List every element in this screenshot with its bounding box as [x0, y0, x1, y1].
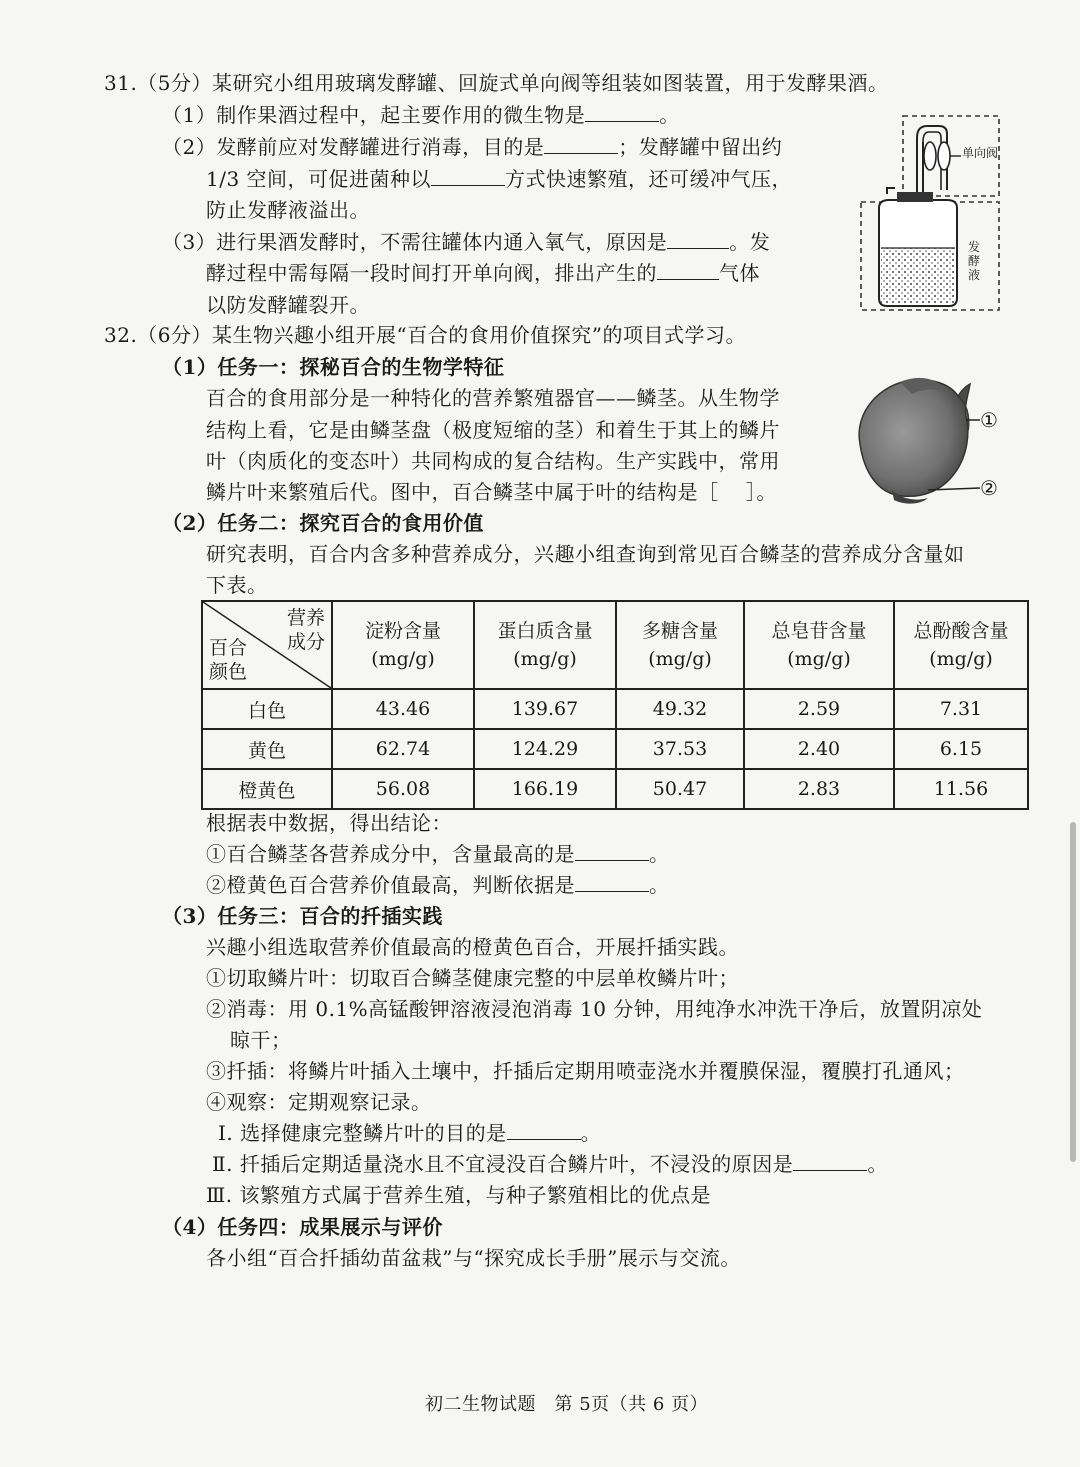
column-unit: (mg/g)	[513, 648, 577, 670]
q31-part2-line1	[162, 132, 782, 162]
conclusion-1	[206, 839, 670, 869]
column-unit: (mg/g)	[787, 648, 851, 670]
table-cell: 139.67	[474, 689, 616, 729]
corner-bottom-1: 百合	[209, 637, 248, 659]
q31-part1	[162, 100, 680, 130]
table-cell: 2.59	[744, 689, 894, 729]
step-1: ①切取鳞片叶：切取百合鳞茎健康完整的中层单枚鳞片叶；	[206, 966, 739, 990]
task2-line1: 研究表明，百合内含多种营养成分，兴趣小组查询到常见百合鳞茎的营养成分含量如	[206, 542, 965, 566]
step-4: ④观察：定期观察记录。	[206, 1090, 432, 1114]
period: 。	[649, 873, 670, 897]
row-label: 黄色	[202, 729, 332, 769]
sub-question-1-text: Ⅰ. 选择健康完整鳞片叶的目的是	[218, 1121, 507, 1145]
conclusion-2	[206, 870, 670, 900]
conclusion-2-text: ②橙黄色百合营养价值最高，判断依据是	[206, 873, 575, 897]
column-unit: (mg/g)	[648, 648, 712, 670]
table-cell: 50.47	[616, 769, 744, 809]
answer-blank	[544, 133, 618, 154]
column-header	[894, 601, 1028, 689]
period: 。	[580, 1121, 602, 1145]
table-corner-cell	[202, 601, 332, 689]
q31-part1-text: （1）制作果酒过程中，起主要作用的微生物是	[162, 103, 586, 127]
step-2-line2: 晾干；	[230, 1028, 292, 1052]
corner-top-2: 成分	[286, 631, 325, 653]
table-cell: 56.08	[332, 769, 474, 809]
task1-title: （1）任务一：探秘百合的生物学特征	[162, 355, 505, 379]
column-name: 多糖含量	[641, 620, 718, 642]
table-row	[202, 769, 1028, 809]
task1-line2: 结构上看，它是由鳞茎盘（极度短缩的茎）和着生于其上的鳞片	[206, 418, 780, 442]
corner-top-1: 营养	[286, 607, 325, 629]
answer-blank	[657, 259, 719, 280]
step-2-line1: ②消毒：用 0.1%高锰酸钾溶液浸泡消毒 10 分钟，用纯净水冲洗干净后，放置阴凉处	[206, 997, 983, 1021]
table-cell: 6.15	[894, 729, 1028, 769]
valve-label: 单向阀	[962, 146, 999, 160]
corner-top-label	[287, 606, 325, 654]
task1-line1: 百合的食用部分是一种特化的营养繁殖器官——鳞茎。从生物学	[206, 386, 780, 410]
task4-title: （4）任务四：成果展示与评价	[162, 1215, 443, 1239]
table-cell: 124.29	[474, 729, 616, 769]
row-label: 橙黄色	[202, 769, 332, 809]
q31-part2-text-d: 方式快速繁殖，还可缓冲气压，	[505, 167, 793, 191]
table-cell: 2.83	[744, 769, 894, 809]
column-unit: (mg/g)	[929, 648, 993, 670]
task2-line2: 下表。	[206, 573, 268, 597]
answer-blank	[575, 840, 649, 861]
column-header	[616, 601, 744, 689]
column-header	[332, 601, 474, 689]
scrollbar[interactable]	[1070, 822, 1076, 1162]
period: 。	[659, 103, 680, 127]
answer-blank	[793, 1150, 867, 1171]
sub-question-1	[218, 1118, 601, 1148]
answer-blank	[431, 165, 505, 186]
q31-part2-text-b: ；发酵罐中留出约	[618, 135, 783, 159]
bulb-marker-1: ①	[980, 408, 999, 432]
q31-part3-text-b: 。发	[729, 230, 771, 254]
table-cell: 37.53	[616, 729, 744, 769]
q31-part3-line2	[206, 258, 760, 288]
q31-part3-text-d: 气体	[719, 261, 760, 285]
table-cell: 7.31	[894, 689, 1028, 729]
q31-part2-line3: 防止发酵液溢出。	[206, 198, 370, 222]
q31-part2-text-c: 1/3 空间，可促进菌种以	[206, 167, 432, 191]
q31-part3-text-a: （3）进行果酒发酵时，不需往罐体内通入氧气，原因是	[162, 230, 668, 254]
table-row	[202, 689, 1028, 729]
table-cell: 166.19	[474, 769, 616, 809]
column-name: 蛋白质含量	[497, 620, 593, 642]
q31-part2-text-a: （2）发酵前应对发酵罐进行消毒，目的是	[162, 135, 545, 159]
q31-part2-line2	[206, 164, 792, 194]
table-row	[202, 729, 1028, 769]
q32-heading: 32.（6分）某生物兴趣小组开展“百合的食用价值探究”的项目式学习。	[104, 323, 746, 347]
column-name: 总皂苷含量	[771, 620, 867, 642]
q31-heading: 31.（5分）某研究小组用玻璃发酵罐、回旋式单向阀等组装如图装置，用于发酵果酒。	[104, 71, 889, 95]
table-cell: 49.32	[616, 689, 744, 729]
page-footer: 初二生物试题 第 5页（共 6 页）	[425, 1394, 709, 1415]
column-name: 总酚酸含量	[913, 620, 1009, 642]
conclusion-1-text: ①百合鳞茎各营养成分中，含量最高的是	[206, 842, 575, 866]
period: 。	[649, 842, 670, 866]
nutrition-table	[201, 600, 1029, 810]
sub-question-2-text: Ⅱ. 扦插后定期适量浇水且不宜浸没百合鳞片叶，不浸没的原因是	[212, 1152, 794, 1176]
table-cell: 11.56	[894, 769, 1028, 809]
task3-intro: 兴趣小组选取营养价值最高的橙黄色百合，开展扦插实践。	[206, 935, 739, 959]
column-header	[744, 601, 894, 689]
q31-part3-line1	[162, 227, 770, 257]
table-cell: 62.74	[332, 729, 474, 769]
table-cell: 2.40	[744, 729, 894, 769]
q31-part3-line3: 以防发酵罐裂开。	[206, 293, 370, 317]
answer-blank	[575, 871, 649, 892]
step-3: ③扦插：将鳞片叶插入土壤中，扦插后定期用喷壶浇水并覆膜保湿，覆膜打孔通风；	[206, 1059, 965, 1083]
answer-blank	[507, 1119, 581, 1140]
fermenter-diagram	[855, 108, 1005, 316]
table-cell: 43.46	[332, 689, 474, 729]
task1-line3: 叶（肉质化的变态叶）共同构成的复合结构。生产实践中，常用	[206, 449, 780, 473]
answer-blank	[667, 228, 729, 249]
lily-bulb-image	[840, 372, 1030, 512]
period: 。	[867, 1152, 888, 1176]
conclusion-intro: 根据表中数据，得出结论：	[206, 811, 452, 835]
task3-title: （3）任务三：百合的扦插实践	[162, 904, 443, 928]
task2-title: （2）任务二：探究百合的食用价值	[162, 511, 484, 535]
row-label: 白色	[202, 689, 332, 729]
corner-bottom-label	[209, 636, 247, 684]
column-unit: (mg/g)	[371, 648, 435, 670]
bulb-marker-2: ②	[980, 476, 999, 500]
sub-question-3: Ⅲ. 该繁殖方式属于营养生殖，与种子繁殖相比的优点是	[206, 1183, 712, 1207]
liquid-label: 发酵液	[968, 240, 981, 282]
sub-question-2	[212, 1149, 888, 1179]
task4-line: 各小组“百合扦插幼苗盆栽”与“探究成长手册”展示与交流。	[206, 1246, 741, 1270]
q31-part3-text-c: 酵过程中需每隔一段时间打开单向阀，排出产生的	[206, 261, 657, 285]
column-header	[474, 601, 616, 689]
corner-bottom-2: 颜色	[209, 661, 248, 683]
task1-line4: 鳞片叶来繁殖后代。图中，百合鳞茎中属于叶的结构是［ ］。	[206, 480, 777, 504]
column-name: 淀粉含量	[364, 620, 441, 642]
answer-blank	[585, 101, 659, 122]
